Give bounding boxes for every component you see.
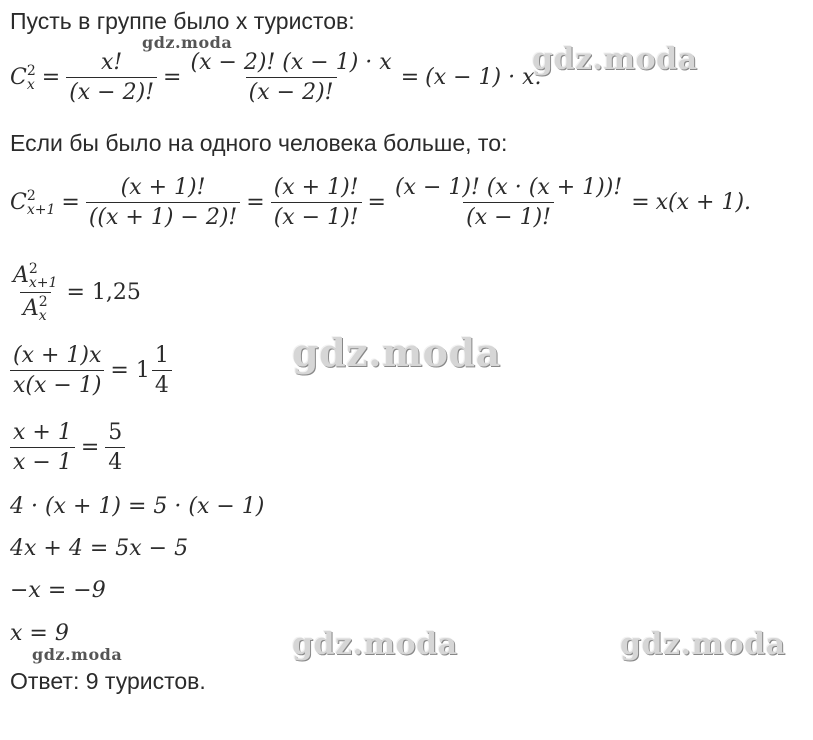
step-fraction-2: $\frac{(x + 1)x}{x(x - 1)}$ = 1 $\frac{1}{4}$	[10, 343, 178, 398]
step-fraction-3: $\frac{x + 1}{x - 1}$ = $\frac{5}{4}$	[10, 420, 131, 475]
watermark: gdz.moda	[532, 42, 698, 77]
watermark: gdz.moda	[292, 330, 501, 375]
equation-c-x-2: C 2 x = $\frac{x!}{(x - 2)!}$ = $\frac{(x - 2)! (x - 1) \cdot x}{(x - 2)!}$ = (x − 1) · x.	[10, 50, 542, 105]
c-symbol: C 2 x+1	[10, 187, 56, 218]
fraction: $\frac{(x + 1)!}{((x + 1) - 2)!}$	[86, 175, 240, 230]
fraction: $\frac{x!}{(x - 2)!}$	[66, 50, 157, 105]
step-4: 4 · (x + 1) = 5 · (x − 1)	[10, 494, 265, 519]
watermark: gdz.moda	[32, 645, 123, 664]
step-5: 4x + 4 = 5x − 5	[10, 536, 189, 561]
fraction: $\frac{x + 1}{x - 1}$	[10, 420, 75, 475]
fraction: $\frac{(x + 1)!}{(x - 1)!}$	[271, 175, 362, 230]
watermark: gdz.moda	[620, 627, 786, 662]
result: x(x + 1).	[655, 190, 752, 215]
fraction: A 2 x+1 A 2 x	[13, 261, 58, 324]
watermark: gdz.moda	[292, 627, 458, 662]
step-ratio: A 2 x+1 A 2 x = 1,25	[10, 262, 147, 323]
intro2-text: Если бы было на одного человека больше, то:	[10, 130, 508, 156]
fraction: $\frac{1}{4}$	[152, 343, 172, 398]
watermark: gdz.moda	[142, 33, 233, 52]
fraction: $\frac{(x - 2)! (x - 1) \cdot x}{(x - 2)!}$	[190, 50, 392, 105]
equation-c-x1-2: C 2 x+1 = $\frac{(x + 1)!}{((x + 1) - 2)!}$ = $\frac{(x + 1)!}{(x - 1)!}$ = $\frac{(x - 1)! (x \cdot (x + 1))!}{(x - 1)!}$ = x(x + 1).	[10, 175, 752, 230]
c-symbol: C 2 x	[10, 62, 36, 93]
fraction: $\frac{(x + 1)x}{x(x - 1)}$	[10, 343, 104, 398]
step-6: −x = −9	[10, 578, 106, 603]
intro-text: Пусть в группе было x туристов:	[10, 8, 355, 34]
answer-text: Ответ: 9 туристов.	[10, 668, 206, 694]
result: (x − 1) · x.	[425, 65, 542, 90]
step-7: x = 9	[10, 621, 69, 646]
fraction: $\frac{(x - 1)! (x \cdot (x + 1))!}{(x - 1)!}$	[394, 175, 623, 230]
fraction: $\frac{5}{4}$	[105, 420, 125, 475]
